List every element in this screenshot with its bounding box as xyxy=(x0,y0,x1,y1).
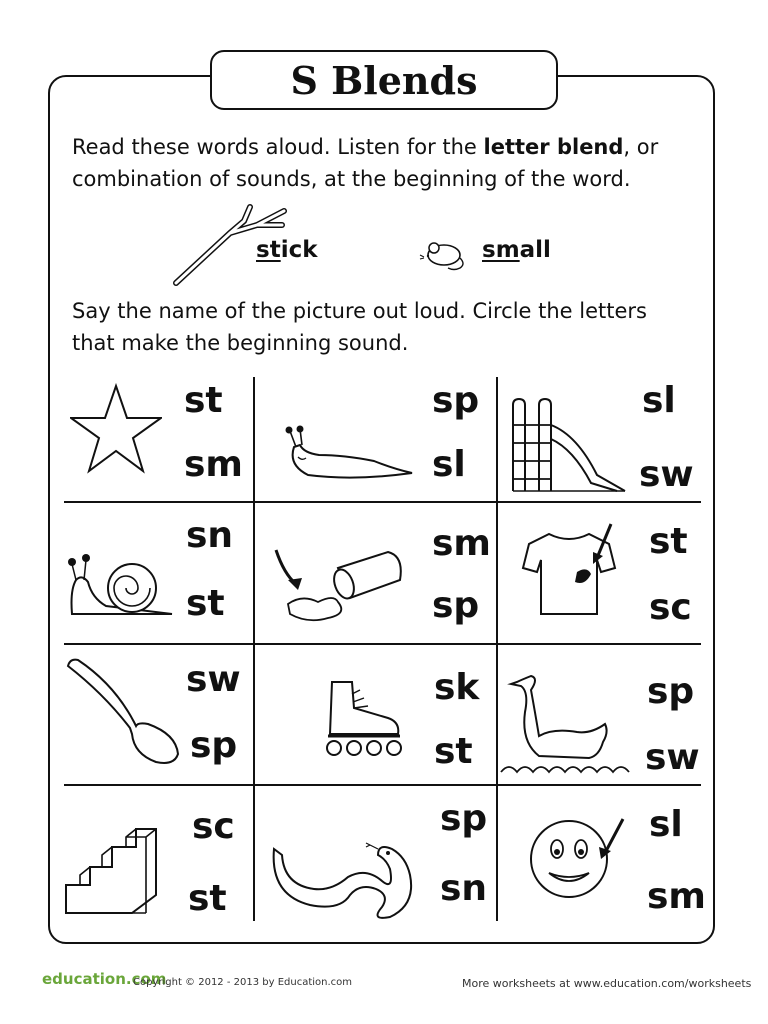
grid-cell-spoon xyxy=(64,644,253,784)
instructions-paragraph-1 xyxy=(72,131,692,195)
picture-grid xyxy=(64,375,706,921)
snake-icon xyxy=(270,835,420,921)
blend-option[interactable]: sl xyxy=(649,804,683,845)
swan-icon xyxy=(499,672,635,782)
slide-icon xyxy=(507,395,627,495)
slug-icon xyxy=(274,425,414,485)
blend-option[interactable]: sl xyxy=(432,444,466,485)
grid-cell-swan xyxy=(497,644,701,784)
worksheet-title: S Blends xyxy=(210,50,558,110)
grid-cell-smile xyxy=(497,785,706,921)
blend-option[interactable]: sm xyxy=(432,523,491,564)
instr-text: Say the name of the picture out loud. Circle the letters xyxy=(72,299,647,323)
more-worksheets-link[interactable]: More worksheets at www.education.com/worksheets xyxy=(462,977,752,990)
blend-option[interactable]: sn xyxy=(440,868,488,909)
blend-option[interactable]: sm xyxy=(184,444,243,485)
star-icon xyxy=(70,383,162,475)
example-blend: st xyxy=(256,237,281,263)
smiley-icon xyxy=(527,813,627,903)
grid-cell-shirt xyxy=(497,502,701,643)
grid-cell-spill xyxy=(254,502,496,643)
snail-icon xyxy=(66,550,178,620)
grid-cell-slide xyxy=(497,375,701,501)
blend-option[interactable]: sm xyxy=(647,876,706,917)
blend-option[interactable]: sp xyxy=(647,671,695,712)
instr-text: , or xyxy=(623,135,659,159)
grid-cell-snake xyxy=(254,785,496,921)
instr-text: combination of sounds, at the beginning of the word. xyxy=(72,167,631,191)
example-blend: sm xyxy=(482,237,520,263)
blend-option[interactable]: sp xyxy=(432,585,480,626)
blend-option[interactable]: st xyxy=(434,731,473,772)
blend-option[interactable]: sp xyxy=(432,380,480,421)
example-rest: ick xyxy=(280,237,318,263)
instr-text: that make the beginning sound. xyxy=(72,331,409,355)
blend-option[interactable]: sw xyxy=(186,659,241,700)
blend-option[interactable]: st xyxy=(186,583,225,624)
example-word-stick xyxy=(256,237,318,263)
roller-skate-icon xyxy=(322,678,406,760)
mouse-icon xyxy=(418,238,468,272)
spill-icon xyxy=(268,544,408,634)
example-word-small xyxy=(482,237,551,263)
grid-cell-stairs xyxy=(64,785,253,921)
copyright-text: Copyright © 2012 - 2013 by Education.com xyxy=(133,977,353,988)
blend-option[interactable]: sp xyxy=(190,725,238,766)
blend-option[interactable]: sw xyxy=(639,454,694,495)
grid-cell-star xyxy=(64,375,253,501)
blend-option[interactable]: sp xyxy=(440,798,488,839)
instructions-paragraph-2 xyxy=(72,295,692,359)
blend-option[interactable]: st xyxy=(184,380,223,421)
education-logo[interactable]: education.com xyxy=(42,970,167,988)
blend-option[interactable]: sc xyxy=(192,806,235,847)
blend-option[interactable]: st xyxy=(649,521,688,562)
stairs-icon xyxy=(64,825,164,917)
blend-option[interactable]: sn xyxy=(186,515,234,556)
instr-bold-term: letter blend xyxy=(483,135,624,159)
example-rest: all xyxy=(519,237,551,263)
spoon-icon xyxy=(64,654,184,772)
grid-cell-slug xyxy=(254,375,496,501)
grid-cell-snail xyxy=(64,502,253,643)
grid-cell-skate xyxy=(254,644,496,784)
blend-option[interactable]: sw xyxy=(645,737,700,778)
instr-text: Read these words aloud. Listen for the xyxy=(72,135,484,159)
blend-option[interactable]: st xyxy=(188,878,227,919)
blend-option[interactable]: sc xyxy=(649,587,692,628)
stained-shirt-icon xyxy=(519,520,619,620)
blend-option[interactable]: sl xyxy=(642,380,676,421)
blend-option[interactable]: sk xyxy=(434,667,480,708)
